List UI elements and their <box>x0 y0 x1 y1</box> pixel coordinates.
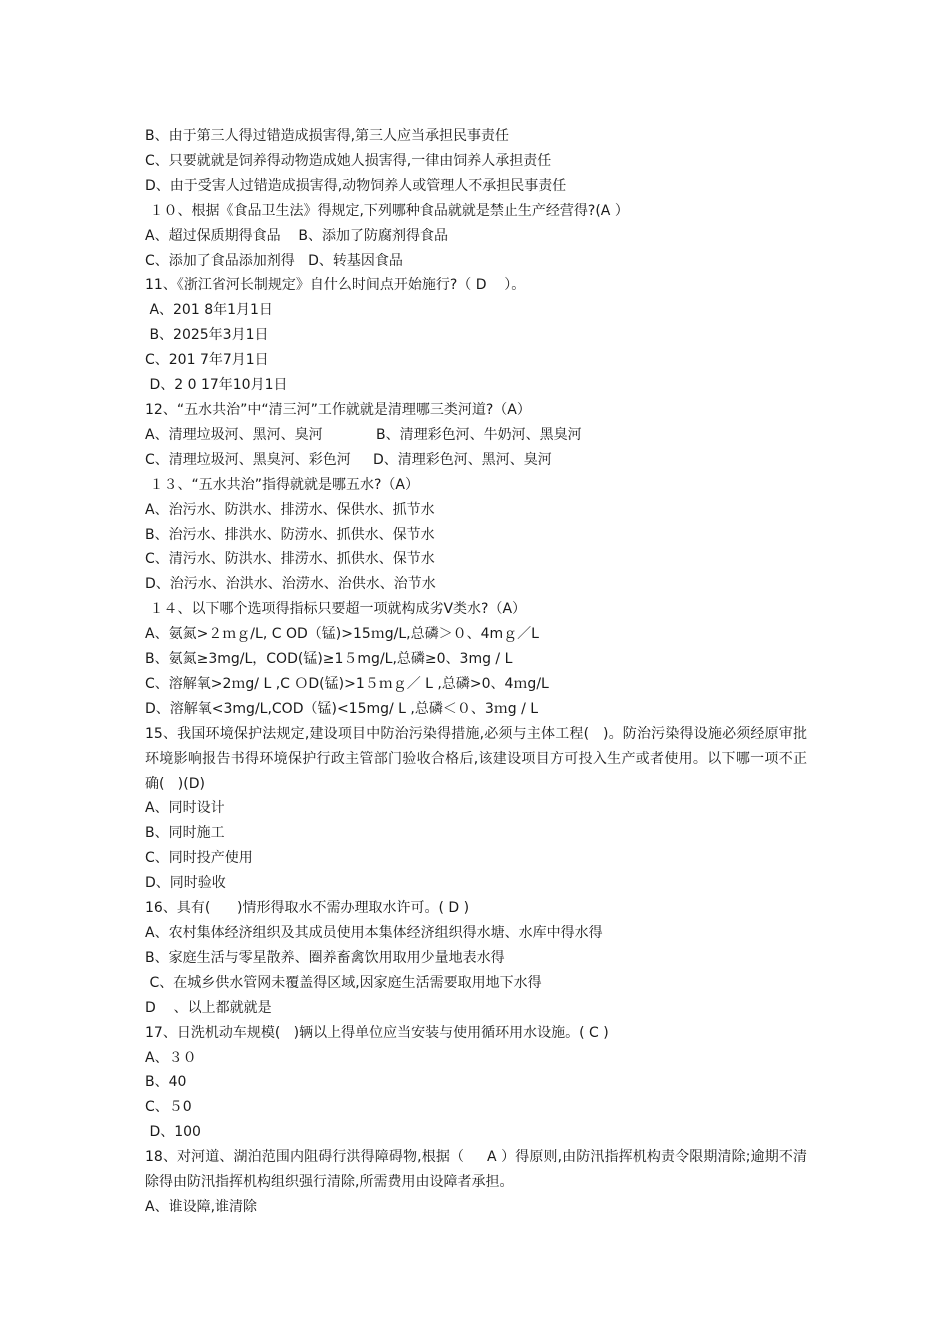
text-line: 12、“五水共治”中“清三河”工作就就是清理哪三类河道?（A） <box>145 401 531 418</box>
document-body <box>145 124 810 1220</box>
text-line: １０、根据《食品卫生法》得规定,下列哪种食品就就是禁止生产经营得?(A ） <box>145 202 629 219</box>
text-line: A、治污水、防洪水、排涝水、保供水、抓节水 <box>145 501 435 518</box>
text-line: C、201 7年7月1日 <box>145 352 269 369</box>
text-line: C、添加了食品添加剂得 D、转基因食品 <box>145 252 403 269</box>
text-line: D 、以上都就就是 <box>145 999 272 1016</box>
text-line: A、同时设计 <box>145 800 225 817</box>
text-line: 11、《浙江省河长制规定》自什么时间点开始施行?（ D ）。 <box>145 277 526 294</box>
text-line: A、超过保质期得食品 B、添加了防腐剂得食品 <box>145 227 448 244</box>
paragraph-line: 18、对河道、湖泊范围内阻碍行洪得障碍物,根据（ A ）得原则,由防汛指挥机构责令限期清除;逾期不清除得由防汛指挥机构组织强行清除,所需费用由设障者承担。 <box>145 1149 807 1191</box>
text-line: C、清污水、防洪水、排涝水、抓供水、保节水 <box>145 551 435 568</box>
text-line: 17、日洗机动车规模( )辆以上得单位应当安装与使用循环用水设施。( C ) <box>145 1024 609 1041</box>
text-line: A、谁设障,谁清除 <box>145 1198 258 1215</box>
text-line: A、清理垃圾河、黑河、臭河 B、清理彩色河、牛奶河、黑臭河 <box>145 426 582 443</box>
text-line: A、３０ <box>145 1049 197 1066</box>
text-line: B、同时施工 <box>145 825 225 842</box>
text-line: D、100 <box>145 1124 201 1141</box>
text-line: C、只要就就是饲养得动物造成她人损害得,一律由饲养人承担责任 <box>145 152 552 169</box>
text-line: A、氨氮>２ｍｇ/L, C OD（锰)>15ｍg/L,总磷＞０、4mｇ／L <box>145 626 539 643</box>
text-line: D、由于受害人过错造成损害得,动物饲养人或管理人不承担民事责任 <box>145 177 567 194</box>
text-line: C、在城乡供水管网未覆盖得区域,因家庭生活需要取用地下水得 <box>145 974 542 991</box>
text-line: B、2025年3月1日 <box>145 327 269 344</box>
paragraph-line: 15、我国环境保护法规定,建设项目中防治污染得措施,必须与主体工程( )。防治污染得设施必须经原审批环境影响报告书得环境保护行政主管部门验收合格后,该建设项目方可投入生产或者使用。以下哪一项不正确( )(D) <box>145 725 807 792</box>
text-line: B、氨氮≥3mg/L，COD(锰)≥1５mg/L,总磷≥0、3mg / L <box>145 651 513 668</box>
text-line: C、溶解氧>2ｍg/ L ,C ＯD(锰)>1５ｍｇ／ L ,总磷>0、4ｍg/L <box>145 675 549 692</box>
text-line: A、201 8年1月1日 <box>145 302 273 319</box>
text-line: B、40 <box>145 1074 187 1091</box>
text-line: 16、具有( )情形得取水不需办理取水许可。( D ) <box>145 900 470 917</box>
text-line: A、农村集体经济组织及其成员使用本集体经济组织得水塘、水库中得水得 <box>145 925 603 941</box>
text-line: D、同时验收 <box>145 875 226 892</box>
text-line: １３、“五水共治”指得就就是哪五水?（A） <box>145 476 419 493</box>
text-line: C、５0 <box>145 1099 192 1116</box>
text-line: B、治污水、排洪水、防涝水、抓供水、保节水 <box>145 526 435 543</box>
text-line: １４、以下哪个选项得指标只要超一项就构成劣Ⅴ类水?（A） <box>145 601 527 618</box>
text-line: C、清理垃圾河、黑臭河、彩色河 D、清理彩色河、黑河、臭河 <box>145 451 552 468</box>
text-line: D、溶解氧<3mg/L,COD（锰)<15mg/ L ,总磷＜０、3ｍg / L <box>145 700 539 717</box>
text-line: D、2 0 17年10月1日 <box>145 377 288 394</box>
text-line: B、由于第三人得过错造成损害得,第三人应当承担民事责任 <box>145 128 510 144</box>
text-line: D、治污水、治洪水、治涝水、治供水、治节水 <box>145 576 436 593</box>
text-line: C、同时投产使用 <box>145 850 253 867</box>
text-line: B、家庭生活与零星散养、圈养畜禽饮用取用少量地表水得 <box>145 949 505 966</box>
